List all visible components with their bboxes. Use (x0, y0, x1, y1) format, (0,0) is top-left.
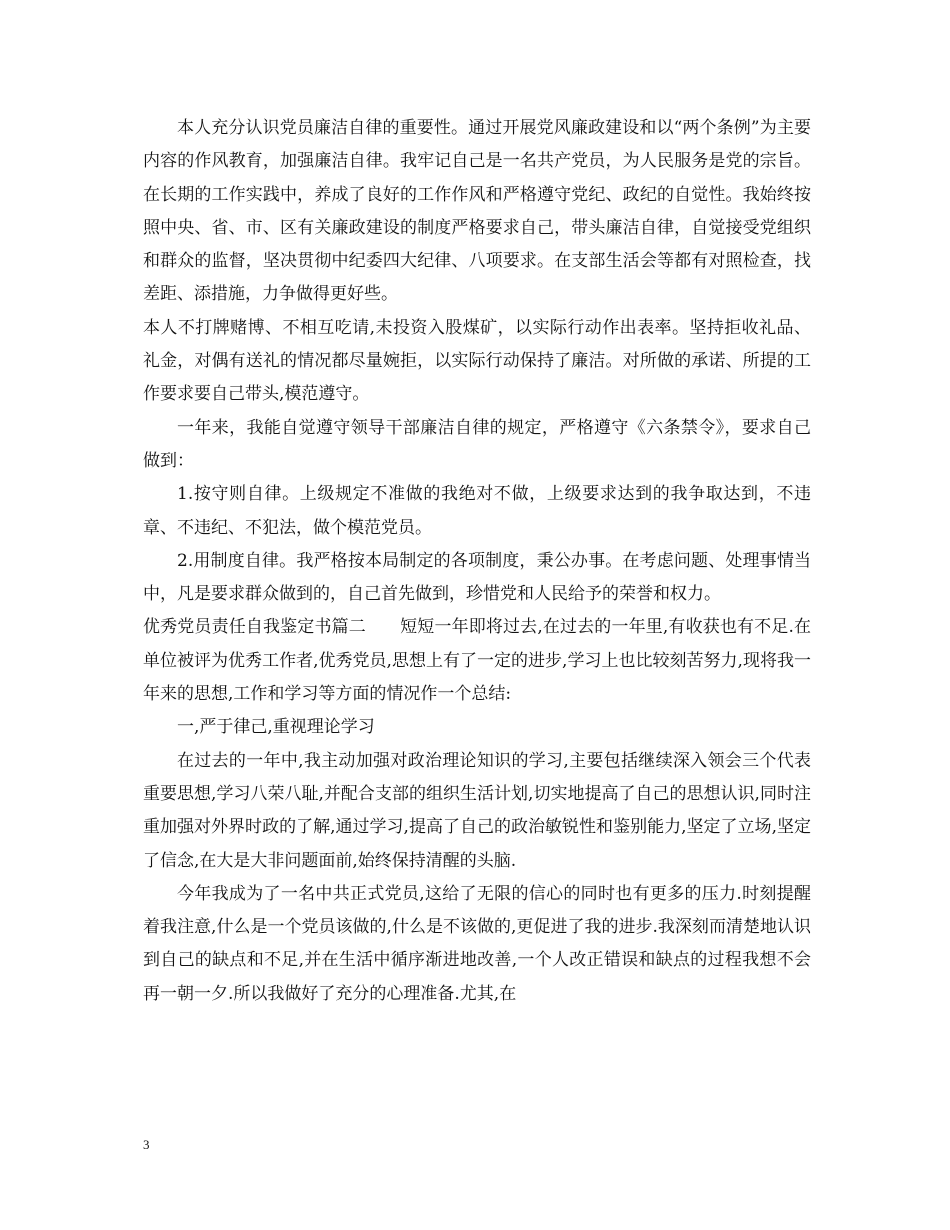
paragraph: 优秀党员责任自我鉴定书篇二 短短一年即将过去,在过去的一年里,有收获也有不足.在单位被评为优秀工作者,优秀党员,思想上有了一定的进步,学习上也比较刻苦努力,现将我一年来的思想,工作和学习等方面的情况作一个总结: (143, 617, 811, 705)
paragraph: 本人不打牌赌博、不相互吃请,未投资入股煤矿，以实际行动作出表率。坚持拒收礼品、礼金，对偶有送礼的情况都尽量婉拒，以实际行动保持了廉洁。对所做的承诺、所提的工作要求要自己带头,模范遵守。 (143, 317, 811, 405)
document-body (143, 112, 811, 1011)
paragraph: 本人充分认识党员廉洁自律的重要性。通过开展党风廉政建设和以“两个条例”为主要内容的作风教育，加强廉洁自律。我牢记自己是一名共产党员，为人民服务是党的宗旨。在长期的工作实践中，养成了良好的工作作风和严格遵守党纪、政纪的自觉性。我始终按照中央、省、市、区有关廉政建设的制度严格要求自己，带头廉洁自律，自觉接受党组织和群众的监督，坚决贯彻中纪委四大纪律、八项要求。在支部生活会等都有对照检查，找差距、添措施，力争做得更好些。 (143, 118, 811, 305)
paragraph: 一年来，我能自觉遵守领导干部廉洁自律的规定，严格遵守《六条禁令》，要求自己做到： (143, 417, 811, 471)
section-heading: 一,严于律己,重视理论学习 (177, 717, 375, 738)
paragraph: 在过去的一年中,我主动加强对政治理论知识的学习,主要包括继续深入领会三个代表重要思想,学习八荣八耻,并配合支部的组织生活计划,切实地提高了自己的思想认识,同时注重加强对外界时政的了解,通过学习,提高了自己的政治敏锐性和鉴别能力,坚定了立场,坚定了信念,在大是大非问题面前,始终保持清醒的头脑. (143, 750, 811, 871)
paragraph: 今年我成为了一名中共正式党员,这给了无限的信心的同时也有更多的压力.时刻提醒着我注意,什么是一个党员该做的,什么是不该做的,更促进了我的进步.我深刻而清楚地认识到自己的缺点和不足,并在生活中循序渐进地改善,一个人改正错误和缺点的过程我想不会再一朝一夕.所以我做好了充分的心理准备.尤其,在 (143, 883, 811, 1004)
page-number: 3 (143, 1137, 150, 1152)
paragraph: 1.按守则自律。上级规定不准做的我绝对不做，上级要求达到的我争取达到，不违章、不违纪、不犯法，做个模范党员。 (143, 484, 811, 538)
paragraph: 2.用制度自律。我严格按本局制定的各项制度，秉公办事。在考虑问题、处理事情当中，凡是要求群众做到的，自己首先做到，珍惜党和人民给予的荣誉和权力。 (143, 550, 811, 605)
